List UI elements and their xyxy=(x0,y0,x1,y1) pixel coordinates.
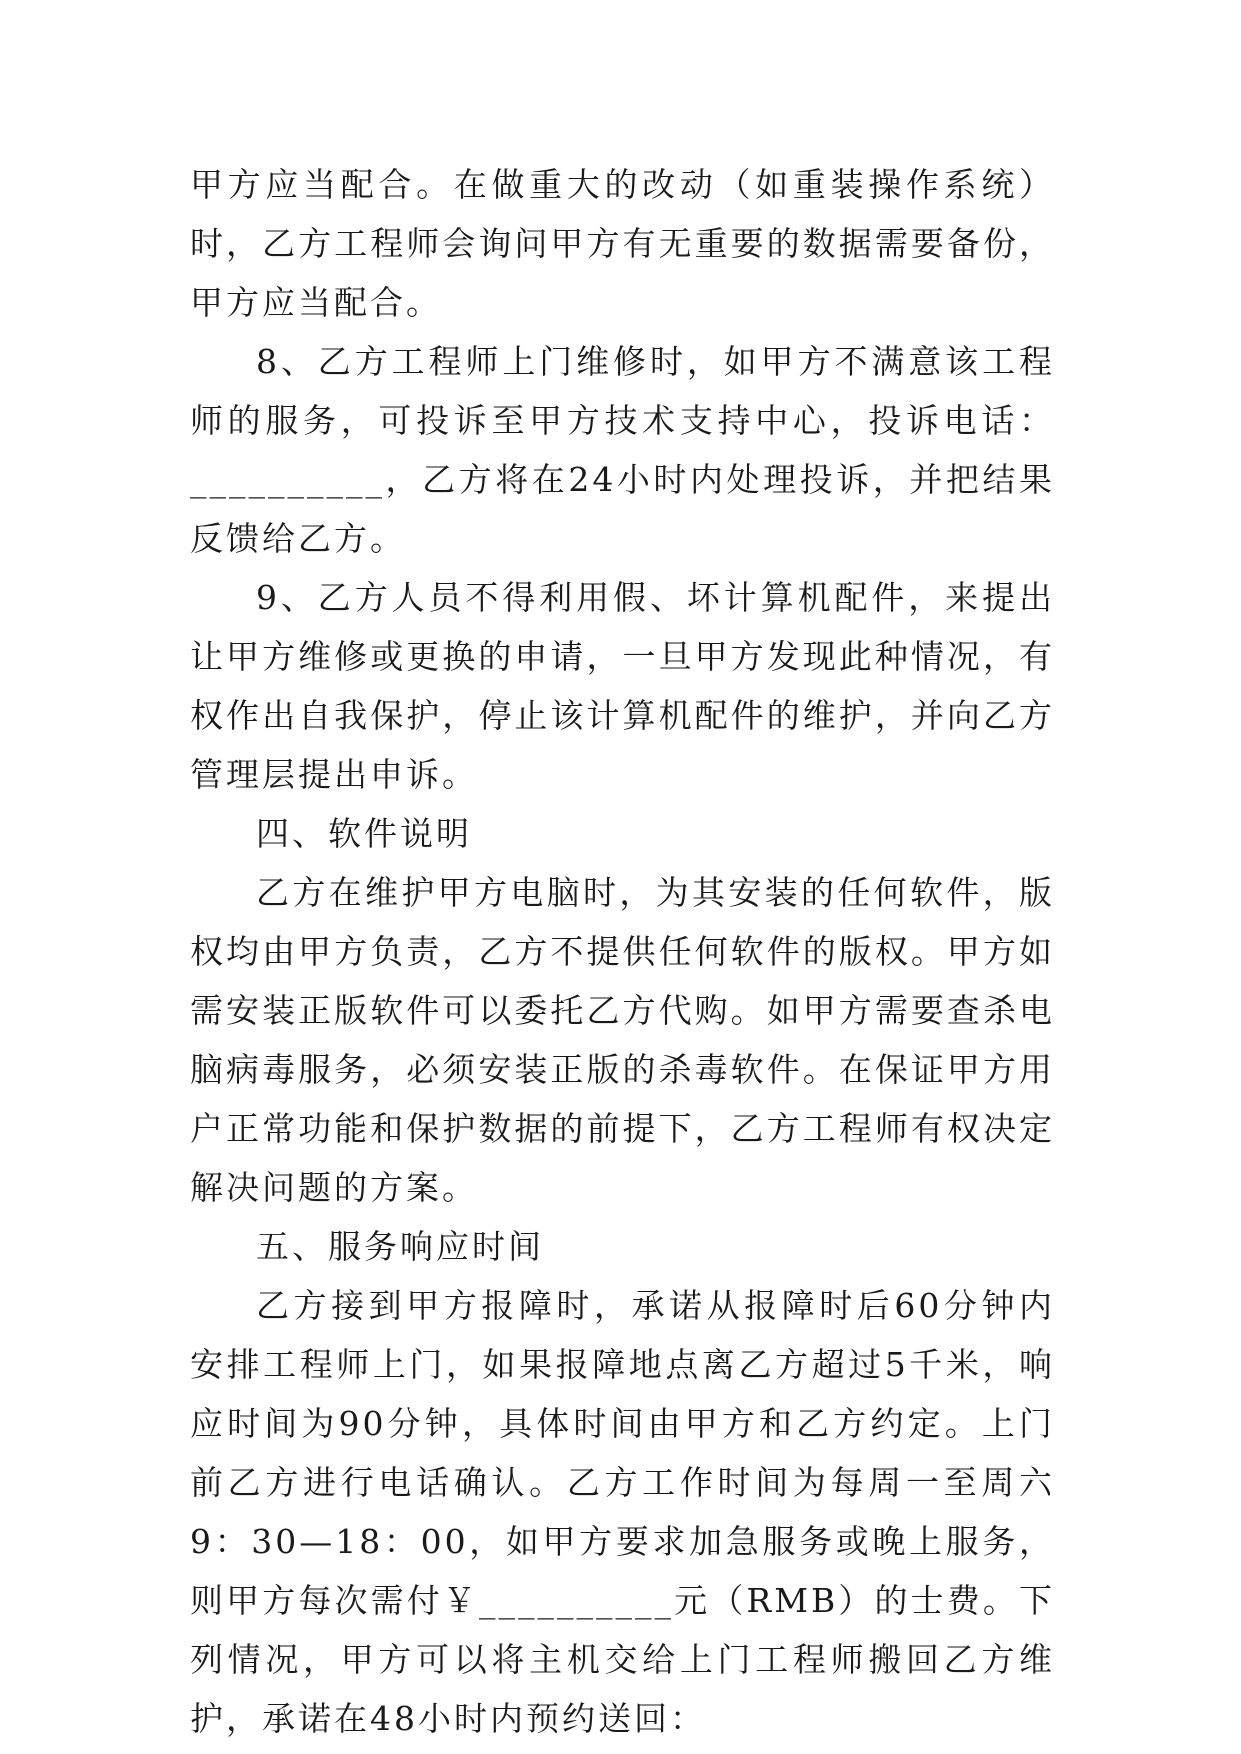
paragraph-item-8: 8、乙方工程师上门维修时，如甲方不满意该工程师的服务，可投诉至甲方技术支持中心，投诉电话：__________，乙方将在24小时内处理投诉，并把结果反馈给乙方。 xyxy=(190,342,1055,558)
section-heading-software: 四、软件说明 xyxy=(256,814,472,853)
document-body xyxy=(190,155,1055,1748)
paragraph-continuation: 甲方应当配合。在做重大的改动（如重装操作系统）时，乙方工程师会询问甲方有无重要的数据需要备份，甲方应当配合。 xyxy=(190,165,1055,322)
paragraph-item-9: 9、乙方人员不得利用假、坏计算机配件，来提出让甲方维修或更换的申请，一旦甲方发现此种情况，有权作出自我保护，停止该计算机配件的维护，并向乙方管理层提出申诉。 xyxy=(190,578,1055,794)
paragraph-software-description: 乙方在维护甲方电脑时，为其安装的任何软件，版权均由甲方负责，乙方不提供任何软件的版权。甲方如需安装正版软件可以委托乙方代购。如甲方需要查杀电脑病毒服务，必须安装正版的杀毒软件。在保证甲方用户正常功能和保护数据的前提下，乙方工程师有权决定解决问题的方案。 xyxy=(190,873,1055,1207)
section-heading-response-time: 五、服务响应时间 xyxy=(256,1227,544,1266)
paragraph-response-time: 乙方接到甲方报障时，承诺从报障时后60分钟内安排工程师上门，如果报障地点离乙方超过5千米，响应时间为90分钟，具体时间由甲方和乙方约定。上门前乙方进行电话确认。乙方工作时间为每周一至周六9：30—18：00，如甲方要求加急服务或晚上服务，则甲方每次需付￥__________元（RMB）的士费。下列情况，甲方可以将主机交给上门工程师搬回乙方维护，承诺在48小时内预约送回： xyxy=(190,1286,1055,1738)
